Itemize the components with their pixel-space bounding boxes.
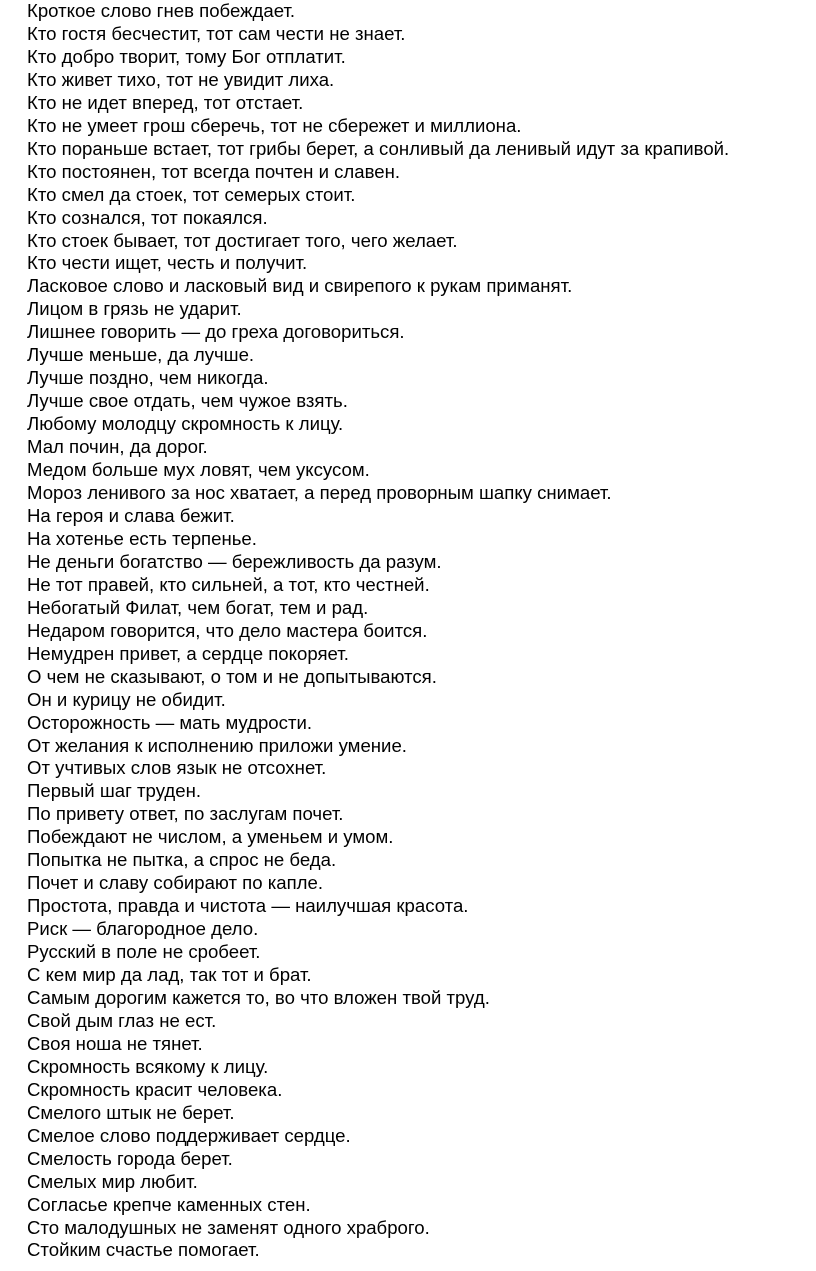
proverb-line: Кто пораньше встает, тот грибы берет, а сонливый да ленивый идут за крапивой. [27, 137, 730, 159]
proverb-line: Русский в поле не сробеет. [27, 941, 261, 963]
proverb-line: Простота, правда и чистота — наилучшая красота. [27, 895, 469, 917]
proverb-line: Самым дорогим кажется то, во что вложен твой труд. [27, 986, 490, 1008]
proverb-line: Согласье крепче каменных стен. [27, 1193, 311, 1215]
proverb-line: Кто постоянен, тот всегда почтен и славен. [27, 160, 401, 182]
proverb-line: Лишнее говорить — до греха договориться. [27, 321, 405, 343]
proverb-list [27, 0, 807, 1262]
proverb-line: Кто добро творит, тому Бог отплатит. [27, 45, 346, 67]
proverb-line: Кто чести ищет, честь и получит. [27, 252, 308, 274]
proverb-line: Кто гостя бесчестит, тот сам чести не знает. [27, 22, 406, 44]
proverb-line: Не деньги богатство — бережливость да разум. [27, 550, 442, 572]
proverb-line: Лицом в грязь не ударит. [27, 298, 242, 320]
proverb-line: На героя и слава бежит. [27, 504, 235, 526]
proverb-line: Недаром говорится, что дело мастера боится. [27, 619, 428, 641]
proverb-line: Почет и славу собирают по капле. [27, 872, 324, 894]
proverb-line: Медом больше мух ловят, чем уксусом. [27, 459, 370, 481]
proverb-line: Побеждают не числом, а уменьем и умом. [27, 826, 394, 848]
proverb-line: От желания к исполнению приложи умение. [27, 734, 407, 756]
proverb-line: Кто не умеет грош сберечь, тот не сбережет и миллиона. [27, 114, 522, 136]
proverb-line: Первый шаг труден. [27, 780, 201, 802]
proverb-line: Лучше свое отдать, чем чужое взять. [27, 390, 348, 412]
proverb-line: Кто смел да стоек, тот семерых стоит. [27, 183, 356, 205]
proverb-line: Кроткое слово гнев побеждает. [27, 0, 296, 21]
proverb-line: Риск — благородное дело. [27, 918, 259, 940]
proverb-line: Он и курицу не обидит. [27, 688, 226, 710]
proverb-line: Немудрен привет, а сердце покоряет. [27, 642, 349, 664]
proverb-line: Скромность красит человека. [27, 1078, 283, 1100]
proverb-line: Стойким счастье помогает. [27, 1239, 260, 1261]
proverb-line: Свой дым глаз не ест. [27, 1009, 217, 1031]
proverb-line: Кто стоек бывает, тот достигает того, чего желает. [27, 229, 458, 251]
proverb-line: Мал почин, да дорог. [27, 436, 208, 458]
proverb-line: Любому молодцу скромность к лицу. [27, 413, 344, 435]
proverb-line: Мороз ленивого за нос хватает, а перед проворным шапку снимает. [27, 482, 612, 504]
proverb-line: Смелого штык не берет. [27, 1101, 235, 1123]
proverb-line: Попытка не пытка, а спрос не беда. [27, 849, 337, 871]
proverb-line: Кто живет тихо, тот не увидит лиха. [27, 68, 335, 90]
proverb-line: Скромность всякому к лицу. [27, 1055, 269, 1077]
proverb-line: Сто малодушных не заменят одного храброго. [27, 1216, 430, 1238]
proverb-line: Лучше меньше, да лучше. [27, 344, 255, 366]
proverb-line: Небогатый Филат, чем богат, тем и рад. [27, 596, 369, 618]
proverb-line: Смелых мир любит. [27, 1170, 198, 1192]
proverb-line: Не тот правей, кто сильней, а тот, кто честней. [27, 573, 430, 595]
proverb-line: По привету ответ, по заслугам почет. [27, 803, 344, 825]
proverb-line: Смелость города берет. [27, 1147, 233, 1169]
proverb-line: Кто сознался, тот покаялся. [27, 206, 268, 228]
proverb-line: Осторожность — мать мудрости. [27, 711, 313, 733]
proverb-line: На хотенье есть терпенье. [27, 527, 257, 549]
proverb-line: С кем мир да лад, так тот и брат. [27, 964, 312, 986]
proverb-line: Лучше поздно, чем никогда. [27, 367, 269, 389]
proverb-line: О чем не сказывают, о том и не допытываются. [27, 665, 437, 687]
proverb-line: Своя ноша не тянет. [27, 1032, 203, 1054]
proverb-line: Смелое слово поддерживает сердце. [27, 1124, 351, 1146]
proverb-line: Кто не идет вперед, тот отстает. [27, 91, 304, 113]
proverb-line: Ласковое слово и ласковый вид и свирепого к рукам приманят. [27, 275, 573, 297]
proverb-line: От учтивых слов язык не отсохнет. [27, 757, 327, 779]
